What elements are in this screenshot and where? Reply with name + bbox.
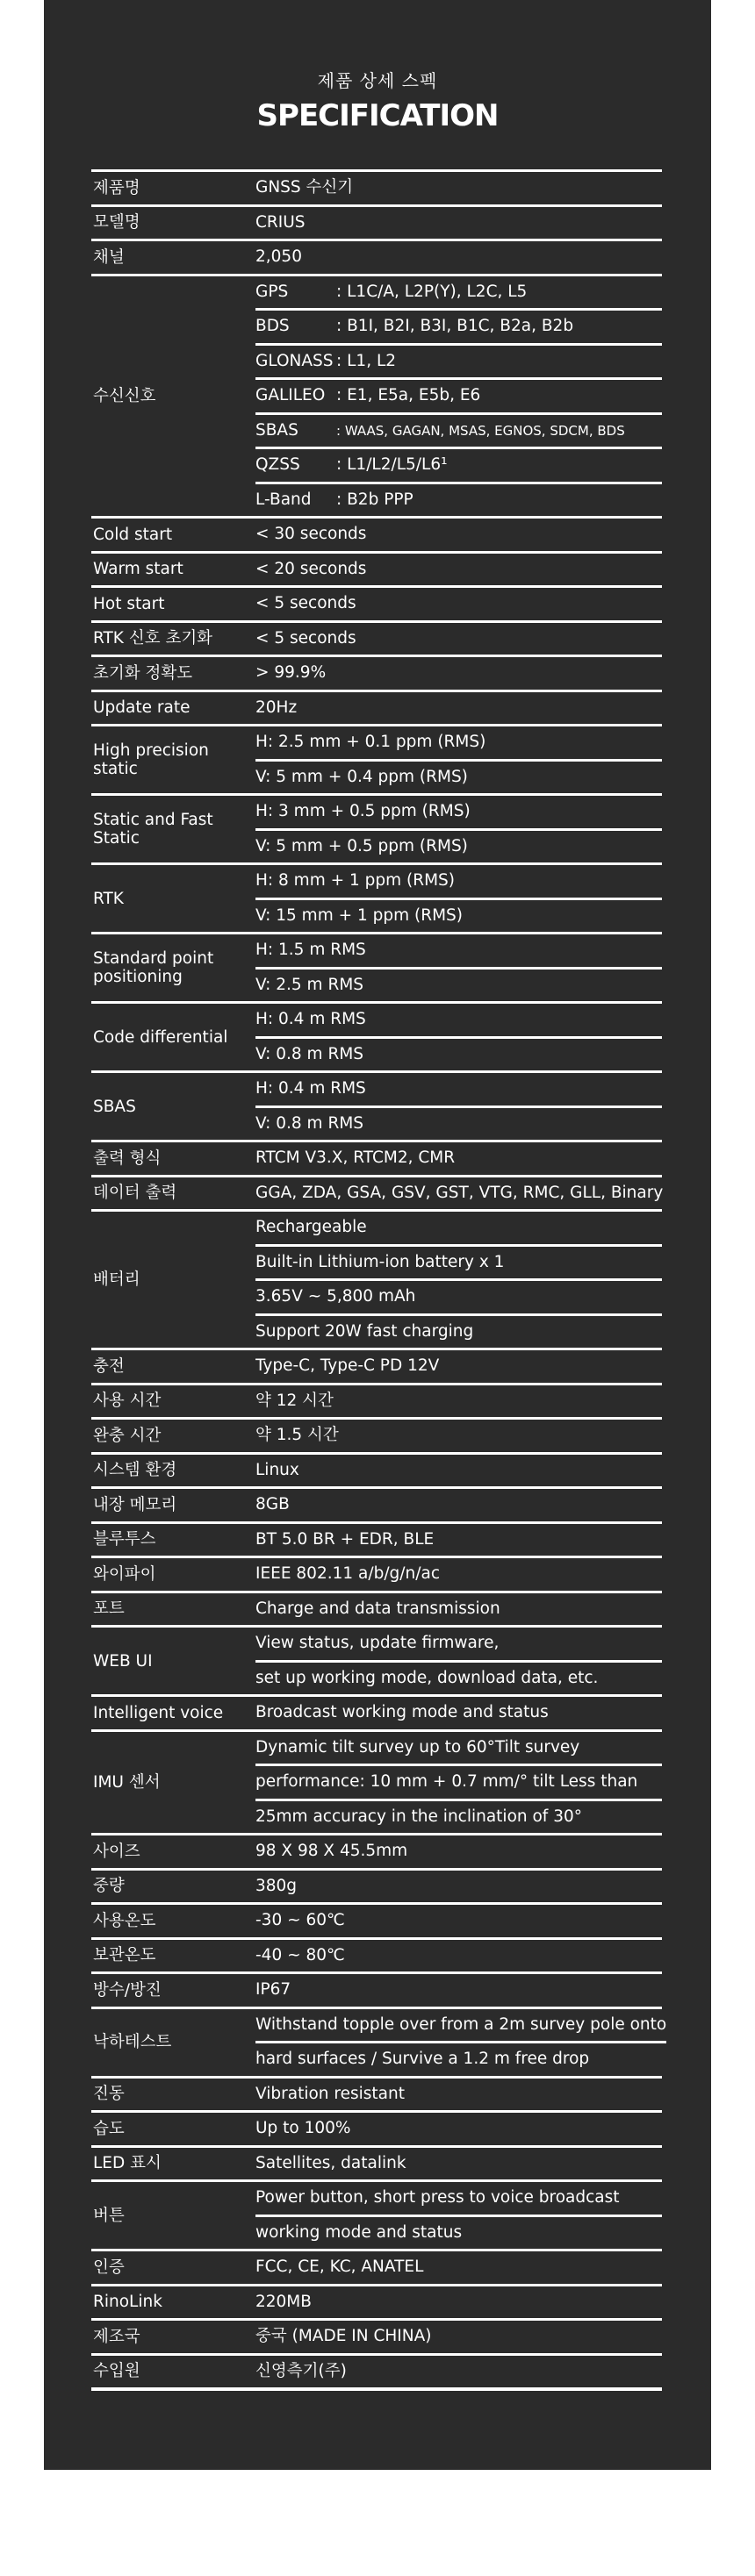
spec-values <box>255 1871 662 1903</box>
spec-label: 블루투스 <box>93 1530 156 1549</box>
spec-label: Update rate <box>93 698 191 718</box>
spec-label: 사용 시간 <box>93 1392 162 1411</box>
spec-label: 인증 <box>93 2258 125 2277</box>
spec-row <box>91 796 662 865</box>
signal-bands: : WAAS, GAGAN, MSAS, EGNOS, SDCM, BDS <box>336 422 625 439</box>
spec-table <box>91 169 667 2391</box>
spec-value: hard surfaces / Survive a 1.2 m free drop <box>255 2041 666 2076</box>
spec-row <box>91 172 662 207</box>
signal-system: GPS <box>255 282 289 301</box>
spec-values <box>255 1385 662 1418</box>
spec-value: set up working mode, download data, etc. <box>255 1660 662 1695</box>
spec-value: V: 15 mm + 1 ppm (RMS) <box>255 898 662 933</box>
spec-values <box>255 623 662 655</box>
spec-label: 출력 형식 <box>93 1148 162 1168</box>
spec-values <box>255 2079 662 2111</box>
spec-values <box>255 519 662 551</box>
spec-row <box>91 588 662 623</box>
spec-values <box>255 1489 662 1521</box>
spec-row <box>91 2079 662 2114</box>
spec-label: 채널 <box>93 247 125 267</box>
signal-row <box>255 343 662 378</box>
spec-label: RTK 신호 초기화 <box>93 629 213 648</box>
spec-row <box>91 692 662 727</box>
spec-values <box>255 1142 662 1175</box>
spec-label: Hot start <box>93 594 165 613</box>
spec-values <box>255 1073 662 1140</box>
spec-values <box>255 588 662 620</box>
spec-value: 신영측기(주) <box>255 2361 347 2380</box>
spec-value: < 30 seconds <box>255 525 367 543</box>
spec-label: 방수/방진 <box>93 1980 162 2000</box>
spec-row <box>91 1455 662 1490</box>
spec-values <box>255 1905 662 1937</box>
spec-value: H: 1.5 m RMS <box>255 941 366 959</box>
signal-row <box>255 412 662 447</box>
spec-row <box>91 1871 662 1906</box>
spec-label: 포트 <box>93 1599 125 1619</box>
signal-bands: : B2b PPP <box>336 490 413 509</box>
spec-label: 배터리 <box>93 1270 140 1289</box>
signal-row <box>255 276 662 309</box>
spec-label: 습도 <box>93 2119 125 2138</box>
spec-values <box>255 865 662 932</box>
spec-values <box>255 1593 662 1626</box>
spec-label: 사용온도 <box>93 1911 156 1930</box>
spec-value: Satellites, datalink <box>255 2153 406 2172</box>
spec-values <box>255 657 662 690</box>
spec-value: < 5 seconds <box>255 628 356 648</box>
spec-value: V: 0.8 m RMS <box>255 1036 662 1071</box>
spec-label: Warm start <box>93 560 183 579</box>
spec-row <box>91 1905 662 1940</box>
spec-label: LED 표시 <box>93 2154 162 2173</box>
spec-value: Withstand topple over from a 2m survey pole onto <box>255 2014 667 2034</box>
signal-system: QZSS <box>255 455 300 474</box>
spec-row <box>91 865 662 934</box>
spec-value: -40 ~ 80℃ <box>255 1945 345 1964</box>
signal-row <box>255 482 662 517</box>
spec-values <box>255 692 662 725</box>
spec-label: Cold start <box>93 525 173 544</box>
spec-row <box>91 2009 667 2079</box>
spec-value: Type-C, Type-C PD 12V <box>255 1356 440 1375</box>
spec-values <box>255 1974 662 2007</box>
spec-value: 98 X 98 X 45.5mm <box>255 1842 408 1860</box>
spec-values <box>255 2182 662 2249</box>
spec-row <box>91 1420 662 1455</box>
spec-value: IEEE 802.11 a/b/g/n/ac <box>255 1564 441 1583</box>
spec-label: WEB UI <box>93 1651 153 1671</box>
spec-value: H: 0.4 m RMS <box>255 1079 366 1098</box>
spec-row <box>91 1524 662 1559</box>
spec-value: V: 5 mm + 0.4 ppm (RMS) <box>255 759 662 794</box>
spec-value: H: 2.5 mm + 0.1 ppm (RMS) <box>255 733 486 751</box>
spec-label: Static and Fast Static <box>93 811 213 848</box>
signal-system: SBAS <box>255 420 298 440</box>
spec-values <box>255 1940 662 1972</box>
spec-values <box>255 796 662 862</box>
spec-label: 수신신호 <box>93 386 156 405</box>
spec-label: 내장 메모리 <box>93 1495 177 1514</box>
spec-value: H: 3 mm + 0.5 ppm (RMS) <box>255 802 471 820</box>
spec-row <box>91 2356 662 2392</box>
spec-row <box>91 934 662 1004</box>
signal-system: L-Band <box>255 490 312 509</box>
spec-values <box>255 1732 662 1834</box>
spec-value: Rechargeable <box>255 1218 367 1236</box>
spec-row <box>91 657 662 692</box>
spec-row <box>91 1350 662 1385</box>
spec-value: 3.65V ~ 5,800 mAh <box>255 1278 662 1313</box>
spec-value: -30 ~ 60℃ <box>255 1911 345 1929</box>
spec-values <box>255 2148 662 2180</box>
spec-row <box>91 1004 662 1073</box>
spec-value: Dynamic tilt survey up to 60°Tilt survey <box>255 1737 580 1757</box>
spec-panel <box>44 0 711 2470</box>
spec-label: Standard point positioning <box>93 949 214 986</box>
spec-label: 보관온도 <box>93 1946 156 1965</box>
spec-value: 약 12 시간 <box>255 1391 334 1410</box>
spec-row <box>91 1835 662 1871</box>
spec-value: Up to 100% <box>255 2119 351 2137</box>
spec-label: 제조국 <box>93 2327 140 2346</box>
spec-values <box>255 554 662 586</box>
spec-values <box>255 1420 662 1452</box>
spec-values <box>255 1628 662 1694</box>
spec-row <box>91 623 662 658</box>
spec-label: 충전 <box>93 1356 125 1376</box>
spec-row <box>91 1593 662 1628</box>
spec-value: CRIUS <box>255 212 306 232</box>
spec-label: 중량 <box>93 1877 125 1896</box>
spec-values <box>255 2009 666 2076</box>
spec-values <box>255 2113 662 2145</box>
spec-value: working mode and status <box>255 2215 662 2250</box>
spec-value: RTCM V3.X, RTCM2, CMR <box>255 1148 456 1167</box>
spec-values <box>255 2321 662 2353</box>
spec-value: Support 20W fast charging <box>255 1313 662 1349</box>
spec-row <box>91 726 662 796</box>
spec-value: BT 5.0 BR + EDR, BLE <box>255 1529 435 1549</box>
spec-row <box>91 2251 662 2286</box>
signal-bands: : L1, L2 <box>336 351 397 370</box>
spec-value: 380g <box>255 1876 298 1895</box>
spec-row <box>91 1628 662 1697</box>
spec-row <box>91 1558 662 1593</box>
spec-value: V: 0.8 m RMS <box>255 1106 662 1141</box>
spec-value: 25mm accuracy in the inclination of 30° <box>255 1799 662 1834</box>
spec-value: FCC, CE, KC, ANATEL <box>255 2258 424 2276</box>
spec-value: 8GB <box>255 1495 290 1513</box>
spec-value: GGA, ZDA, GSA, GSV, GST, VTG, RMC, GLL, Binary <box>255 1183 664 1202</box>
spec-label: Code differential <box>93 1027 228 1047</box>
spec-values <box>255 1177 663 1210</box>
spec-label: 시스템 환경 <box>93 1461 177 1480</box>
spec-row <box>91 1177 662 1213</box>
spec-label: 와이파이 <box>93 1564 156 1584</box>
spec-row <box>91 1489 662 1524</box>
spec-values <box>255 1004 662 1070</box>
spec-values <box>255 2356 662 2388</box>
spec-value: V: 5 mm + 0.5 ppm (RMS) <box>255 828 662 863</box>
spec-value: > 99.9% <box>255 663 327 682</box>
spec-label: 사이즈 <box>93 1842 140 1861</box>
signal-row <box>255 377 662 412</box>
spec-row <box>91 1974 662 2009</box>
signal-system: GALILEO <box>255 386 326 404</box>
spec-value: performance: 10 mm + 0.7 mm/° tilt Less than <box>255 1764 662 1799</box>
spec-value: H: 0.4 m RMS <box>255 1010 366 1028</box>
spec-values <box>255 1697 662 1729</box>
spec-label: IMU 센서 <box>93 1772 161 1792</box>
spec-value: V: 2.5 m RMS <box>255 967 662 1002</box>
spec-label: 버튼 <box>93 2206 125 2225</box>
spec-row <box>91 1385 662 1420</box>
spec-value: < 20 seconds <box>255 559 367 578</box>
spec-row <box>91 1142 662 1177</box>
spec-label: 제품명 <box>93 178 140 197</box>
signal-system: BDS <box>255 317 290 335</box>
spec-value: Linux <box>255 1460 299 1479</box>
spec-value: 2,050 <box>255 247 302 266</box>
signal-row <box>255 447 662 482</box>
spec-value: View status, update firmware, <box>255 1634 500 1652</box>
spec-row <box>91 554 662 589</box>
spec-value: 약 1.5 시간 <box>255 1426 339 1444</box>
spec-label: RTK <box>93 889 124 908</box>
spec-values <box>255 2251 662 2284</box>
spec-row <box>91 2148 662 2183</box>
spec-row <box>91 2182 662 2251</box>
spec-label: 낙하테스트 <box>93 2033 172 2051</box>
signal-bands: : L1C/A, L2P(Y), L2C, L5 <box>336 282 528 301</box>
spec-value: 220MB <box>255 2292 312 2311</box>
spec-row <box>91 2113 662 2148</box>
signal-row <box>255 308 662 343</box>
spec-row <box>91 1697 662 1732</box>
spec-label: Intelligent voice <box>93 1703 224 1722</box>
signal-bands: : E1, E5a, E5b, E6 <box>336 386 481 404</box>
spec-label: SBAS <box>93 1097 136 1116</box>
spec-row <box>91 276 662 519</box>
spec-value: < 5 seconds <box>255 594 356 612</box>
spec-row <box>91 1073 662 1142</box>
spec-value: Power button, short press to voice broadcast <box>255 2188 620 2207</box>
spec-values <box>255 1350 662 1383</box>
spec-values <box>255 1524 662 1556</box>
spec-row <box>91 1732 662 1836</box>
spec-label: High precision static <box>93 741 209 778</box>
signal-system: GLONASS <box>255 351 334 370</box>
spec-value: IP67 <box>255 1980 291 1999</box>
spec-value: Vibration resistant <box>255 2084 405 2103</box>
spec-label: RinoLink <box>93 2293 162 2312</box>
spec-value: 중국 (MADE IN CHINA) <box>255 2327 432 2345</box>
spec-values <box>255 726 662 793</box>
spec-label: 완충 시간 <box>93 1426 162 1445</box>
spec-row <box>91 2321 662 2356</box>
spec-value: Charge and data transmission <box>255 1599 500 1618</box>
spec-label: 수입원 <box>93 2362 140 2381</box>
spec-row <box>91 519 662 554</box>
spec-row <box>91 1940 662 1975</box>
spec-values <box>255 276 662 517</box>
spec-row <box>91 1212 662 1350</box>
spec-values <box>255 1455 662 1487</box>
spec-value: 20Hz <box>255 698 298 717</box>
spec-row <box>91 207 662 242</box>
spec-value: Broadcast working mode and status <box>255 1703 549 1721</box>
page-title: SPECIFICATION <box>256 98 499 133</box>
spec-label: 진동 <box>93 2085 125 2104</box>
spec-values <box>255 172 662 204</box>
spec-row <box>91 241 662 276</box>
spec-values <box>255 241 662 274</box>
spec-values <box>255 1212 662 1348</box>
spec-value: Built-in Lithium-ion battery x 1 <box>255 1244 662 1279</box>
spec-value: GNSS 수신기 <box>255 178 354 197</box>
spec-label: 데이터 출력 <box>93 1184 177 1203</box>
spec-value: H: 8 mm + 1 ppm (RMS) <box>255 871 456 890</box>
signal-bands: : L1/L2/L5/L6¹ <box>336 455 448 474</box>
spec-values <box>255 934 662 1001</box>
signal-bands: : B1I, B2I, B3I, B1C, B2a, B2b <box>336 317 574 335</box>
spec-values <box>255 2286 662 2319</box>
spec-row <box>91 2286 662 2322</box>
spec-values <box>255 1835 662 1868</box>
spec-values <box>255 1558 662 1591</box>
page-subtitle: 제품 상세 스펙 <box>317 70 438 91</box>
spec-label: 모델명 <box>93 213 140 233</box>
spec-values <box>255 207 662 240</box>
spec-label: 초기화 정확도 <box>93 663 193 683</box>
